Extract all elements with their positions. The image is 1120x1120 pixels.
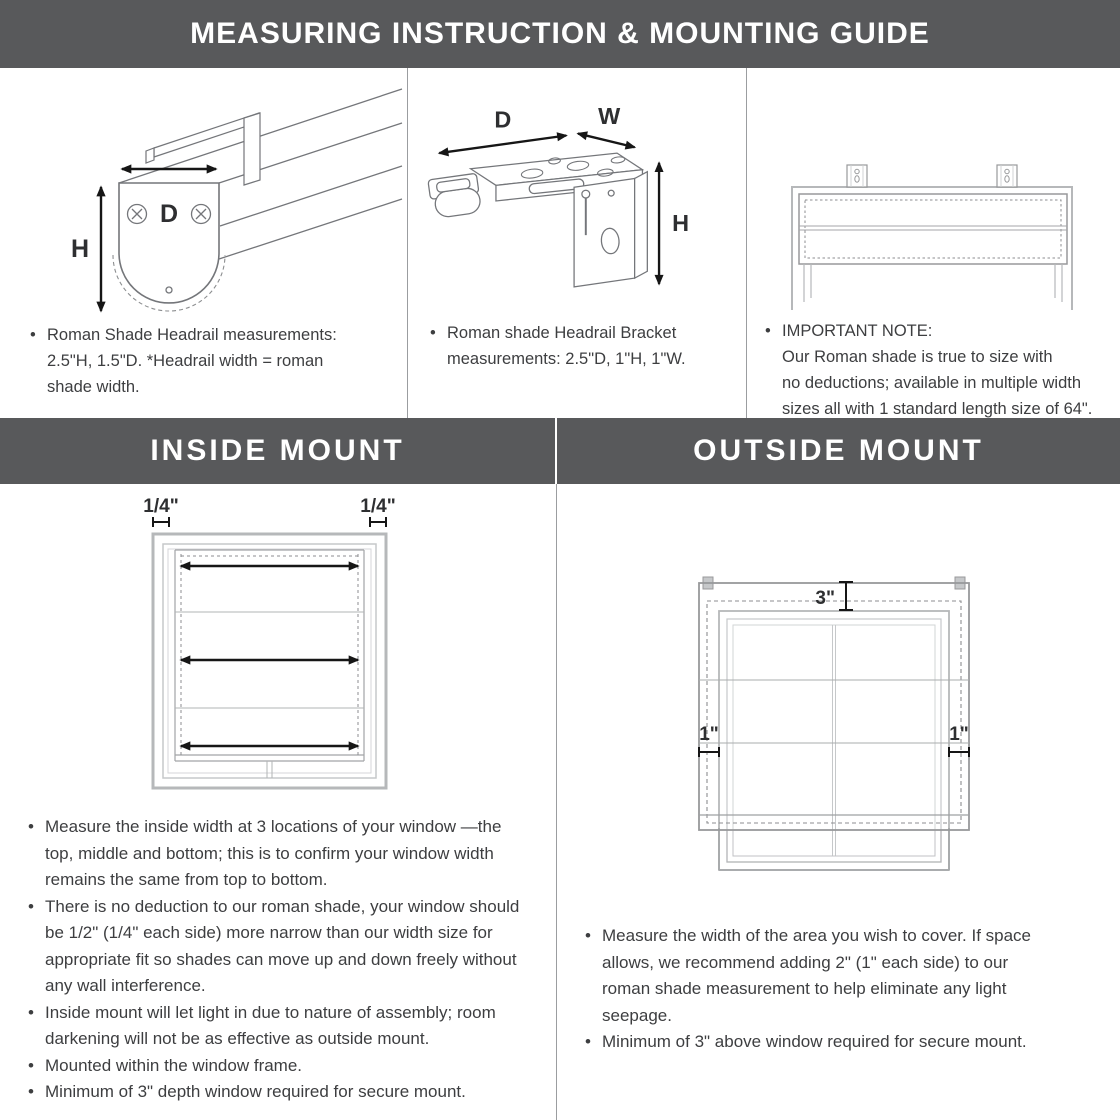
section-header-bars (0, 418, 1120, 484)
headrail-illustration-area (0, 68, 407, 318)
window-below-shade (719, 828, 949, 870)
bracket-illustration-area (408, 68, 746, 318)
w-label: W (597, 102, 620, 129)
left-overlap-label: 1" (698, 724, 719, 745)
d-label: D (493, 106, 511, 133)
width-arrow (577, 134, 634, 148)
outside-mount-title: OUTSIDE MOUNT (693, 434, 984, 467)
inside-mount-title: INSIDE MOUNT (150, 434, 405, 467)
shade-fold-lines (699, 680, 969, 743)
d-label: D (159, 200, 178, 228)
left-gap-label: 1/4" (143, 496, 179, 517)
outside-bullet: • Measure the width of the area you wish to cover. If space allows, we recommend adding 2" (1" each side) to our roman shade measurement to help eliminate any light seepage. (585, 923, 1047, 1029)
mounted-headrail-illustration-area (747, 68, 1120, 318)
inside-bullet: • There is no deduction to our roman shade, your window should be 1/2" (1/4" each side) more narrow than our width size for appropriate fit so shades can move up and down freely without any wall interference. (28, 894, 532, 1000)
inside-mount-diagram (128, 494, 428, 806)
inside-bullet: • Inside mount will let light in due to nature of assembly; room darkening will not be as effective as outside mount. (28, 1000, 532, 1053)
window-jambs (804, 264, 1062, 302)
important-note-line: sizes all with 1 standard length size of 64". (782, 400, 1093, 418)
bracket-text (408, 320, 698, 372)
important-note-line: no deductions; available in multiple width (782, 374, 1082, 392)
panel-important-note (747, 68, 1120, 418)
headrail-text (0, 322, 342, 400)
rail-bracket (146, 113, 260, 185)
page-header (0, 0, 1120, 68)
inside-mount-header (0, 418, 557, 484)
headrail-front (799, 194, 1067, 264)
inside-bullet: • Measure the inside width at 3 locations of your window —the top, middle and bottom; this is to confirm your window width remains the same from top to bottom. (28, 814, 532, 894)
h-label: H (70, 235, 89, 263)
shade-dashed-edges (707, 601, 961, 823)
top-gap-label: 3" (814, 588, 835, 609)
mounted-headrail-diagram (774, 162, 1094, 312)
mounting-bracket-front (997, 165, 1017, 187)
important-note-line: Our Roman shade is true to size with (782, 348, 1053, 366)
bracket-diagram (410, 90, 745, 308)
outside-mount-section (557, 484, 1120, 1120)
h-label: H (671, 210, 689, 237)
mounting-bracket-front (847, 165, 867, 187)
right-overlap-tick (949, 747, 969, 757)
top-panels-row (0, 68, 1120, 418)
inside-mount-section (0, 484, 557, 1120)
panel-bracket (408, 68, 747, 418)
bracket-clip (427, 173, 481, 218)
depth-arrow (439, 136, 566, 154)
outside-mount-bullets (557, 923, 1047, 1056)
inside-bullet: • Mounted within the window frame. (28, 1053, 532, 1080)
important-note-heading: • IMPORTANT NOTE: (782, 322, 933, 340)
important-note-text (747, 318, 1101, 422)
right-gap-tick (370, 517, 386, 527)
inside-mount-bullets (0, 814, 532, 1106)
left-gap-tick (153, 517, 169, 527)
mount-details-row (0, 484, 1120, 1120)
left-overlap-tick (699, 747, 719, 757)
outside-mount-header (557, 418, 1120, 484)
headrail-bullet: • Roman Shade Headrail measurements: 2.5"H, 1.5"D. *Headrail width = roman shade width. (30, 322, 342, 400)
outside-bullet: • Minimum of 3" above window required for secure mount. (585, 1029, 1047, 1056)
right-gap-label: 1/4" (360, 496, 396, 517)
page-title: MEASURING INSTRUCTION & MOUNTING GUIDE (190, 17, 930, 50)
panel-headrail (0, 68, 408, 418)
important-note-bullet (765, 318, 1101, 422)
headrail-diagram (4, 68, 404, 318)
shade-outline (699, 583, 969, 830)
inside-bullet: • Minimum of 3" depth window required for secure mount. (28, 1079, 532, 1106)
right-overlap-label: 1" (948, 724, 969, 745)
bracket-vertical-plate (574, 172, 647, 287)
window-behind-shade (719, 611, 949, 870)
top-gap-tick (839, 582, 853, 610)
outside-mount-diagram (679, 570, 999, 875)
bracket-bullet: • Roman shade Headrail Bracket measurements: 2.5"D, 1"H, 1"W. (430, 320, 698, 372)
